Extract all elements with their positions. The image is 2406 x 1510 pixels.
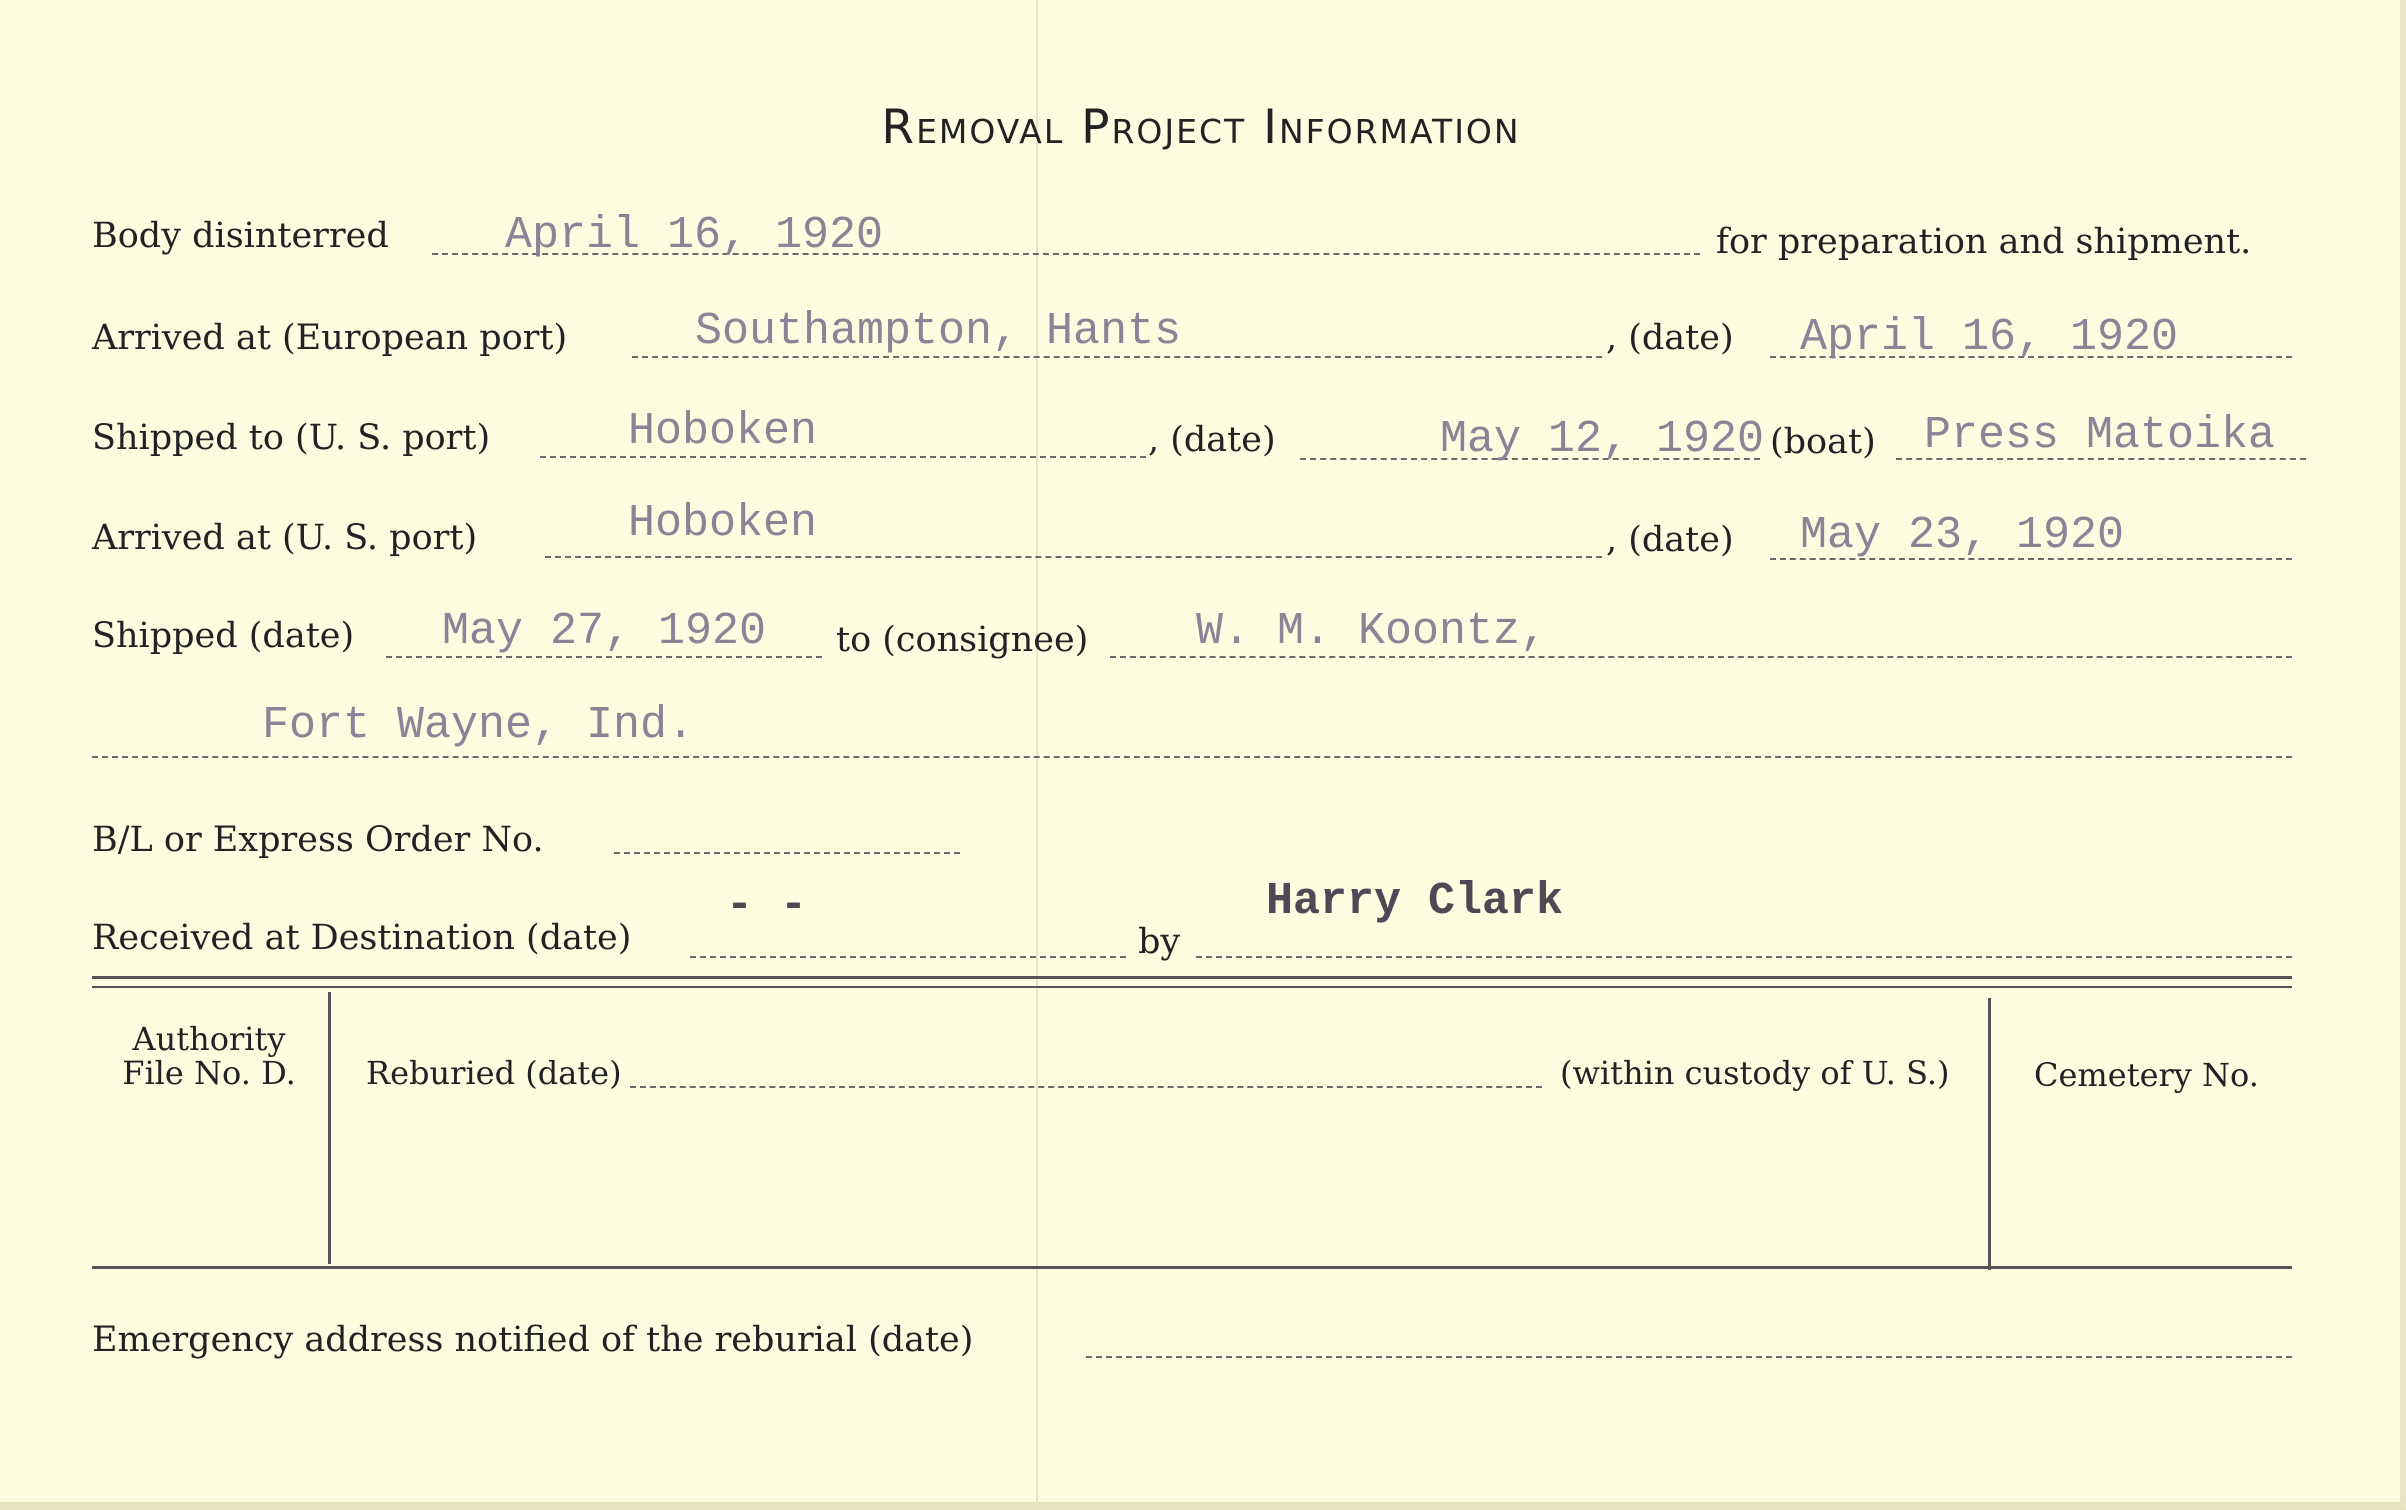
label-within-custody: (within custody of U. S.) (1560, 1054, 1950, 1092)
consignee-field[interactable]: W. M. Koontz, (1196, 606, 1548, 657)
european-date-field[interactable]: April 16, 1920 (1800, 312, 2179, 363)
dotted-line (92, 756, 2292, 758)
label-arrived-us-port: Arrived at (U. S. port) (92, 518, 478, 558)
received-date-field[interactable]: - - (726, 880, 808, 931)
label-date: , (date) (1606, 520, 1734, 560)
received-by-field[interactable]: Harry Clark (1266, 876, 1564, 927)
label-to-consignee: to (consignee) (836, 620, 1089, 660)
boat-field[interactable]: Press Matoika (1924, 410, 2276, 461)
label-reburied: Reburied (date) (366, 1054, 622, 1092)
disinterred-date-field[interactable]: April 16, 1920 (505, 210, 884, 261)
dotted-line (545, 556, 1602, 558)
label-cemetery-no: Cemetery No. (2034, 1056, 2259, 1094)
form-title: Removal Project Information (881, 100, 1521, 155)
label-by: by (1138, 922, 1181, 962)
dotted-line (1196, 956, 2292, 958)
column-divider (1988, 998, 1991, 1270)
shipped-date-2-field[interactable]: May 27, 1920 (442, 606, 767, 657)
label-bl-order: B/L or Express Order No. (92, 820, 544, 860)
label-arrived-european-port: Arrived at (European port) (92, 318, 568, 358)
label-date: , (date) (1148, 420, 1276, 460)
column-divider (328, 992, 331, 1264)
label-boat: (boat) (1770, 422, 1876, 462)
arrived-date-field[interactable]: May 23, 1920 (1800, 510, 2125, 561)
label-body-disinterred: Body disinterred (92, 216, 389, 256)
dotted-line (630, 1086, 1542, 1088)
label-date: , (date) (1606, 318, 1734, 358)
section-rule (92, 976, 2292, 979)
shipped-date-field[interactable]: May 12, 1920 (1440, 414, 1765, 465)
label-shipped-to-us-port: Shipped to (U. S. port) (92, 418, 491, 458)
label-for-preparation: for preparation and shipment. (1716, 222, 2252, 262)
section-rule (92, 1266, 2292, 1269)
us-port-shipped-field[interactable]: Hoboken (628, 406, 818, 457)
label-file-no: File No. D. (122, 1054, 296, 1092)
label-shipped-date: Shipped (date) (92, 616, 355, 656)
label-emergency-address: Emergency address notified of the reburial (date) (92, 1320, 974, 1360)
dotted-line (690, 956, 1126, 958)
fold-line (1036, 0, 1038, 1510)
section-rule (92, 986, 2292, 988)
us-port-arrived-field[interactable]: Hoboken (628, 498, 818, 549)
label-received-destination: Received at Destination (date) (92, 918, 632, 958)
dotted-line (614, 852, 960, 854)
label-authority: Authority (132, 1020, 286, 1058)
dotted-line (1086, 1356, 2292, 1358)
european-port-field[interactable]: Southampton, Hants (695, 306, 1182, 357)
consignee-address-field[interactable]: Fort Wayne, Ind. (262, 700, 695, 751)
